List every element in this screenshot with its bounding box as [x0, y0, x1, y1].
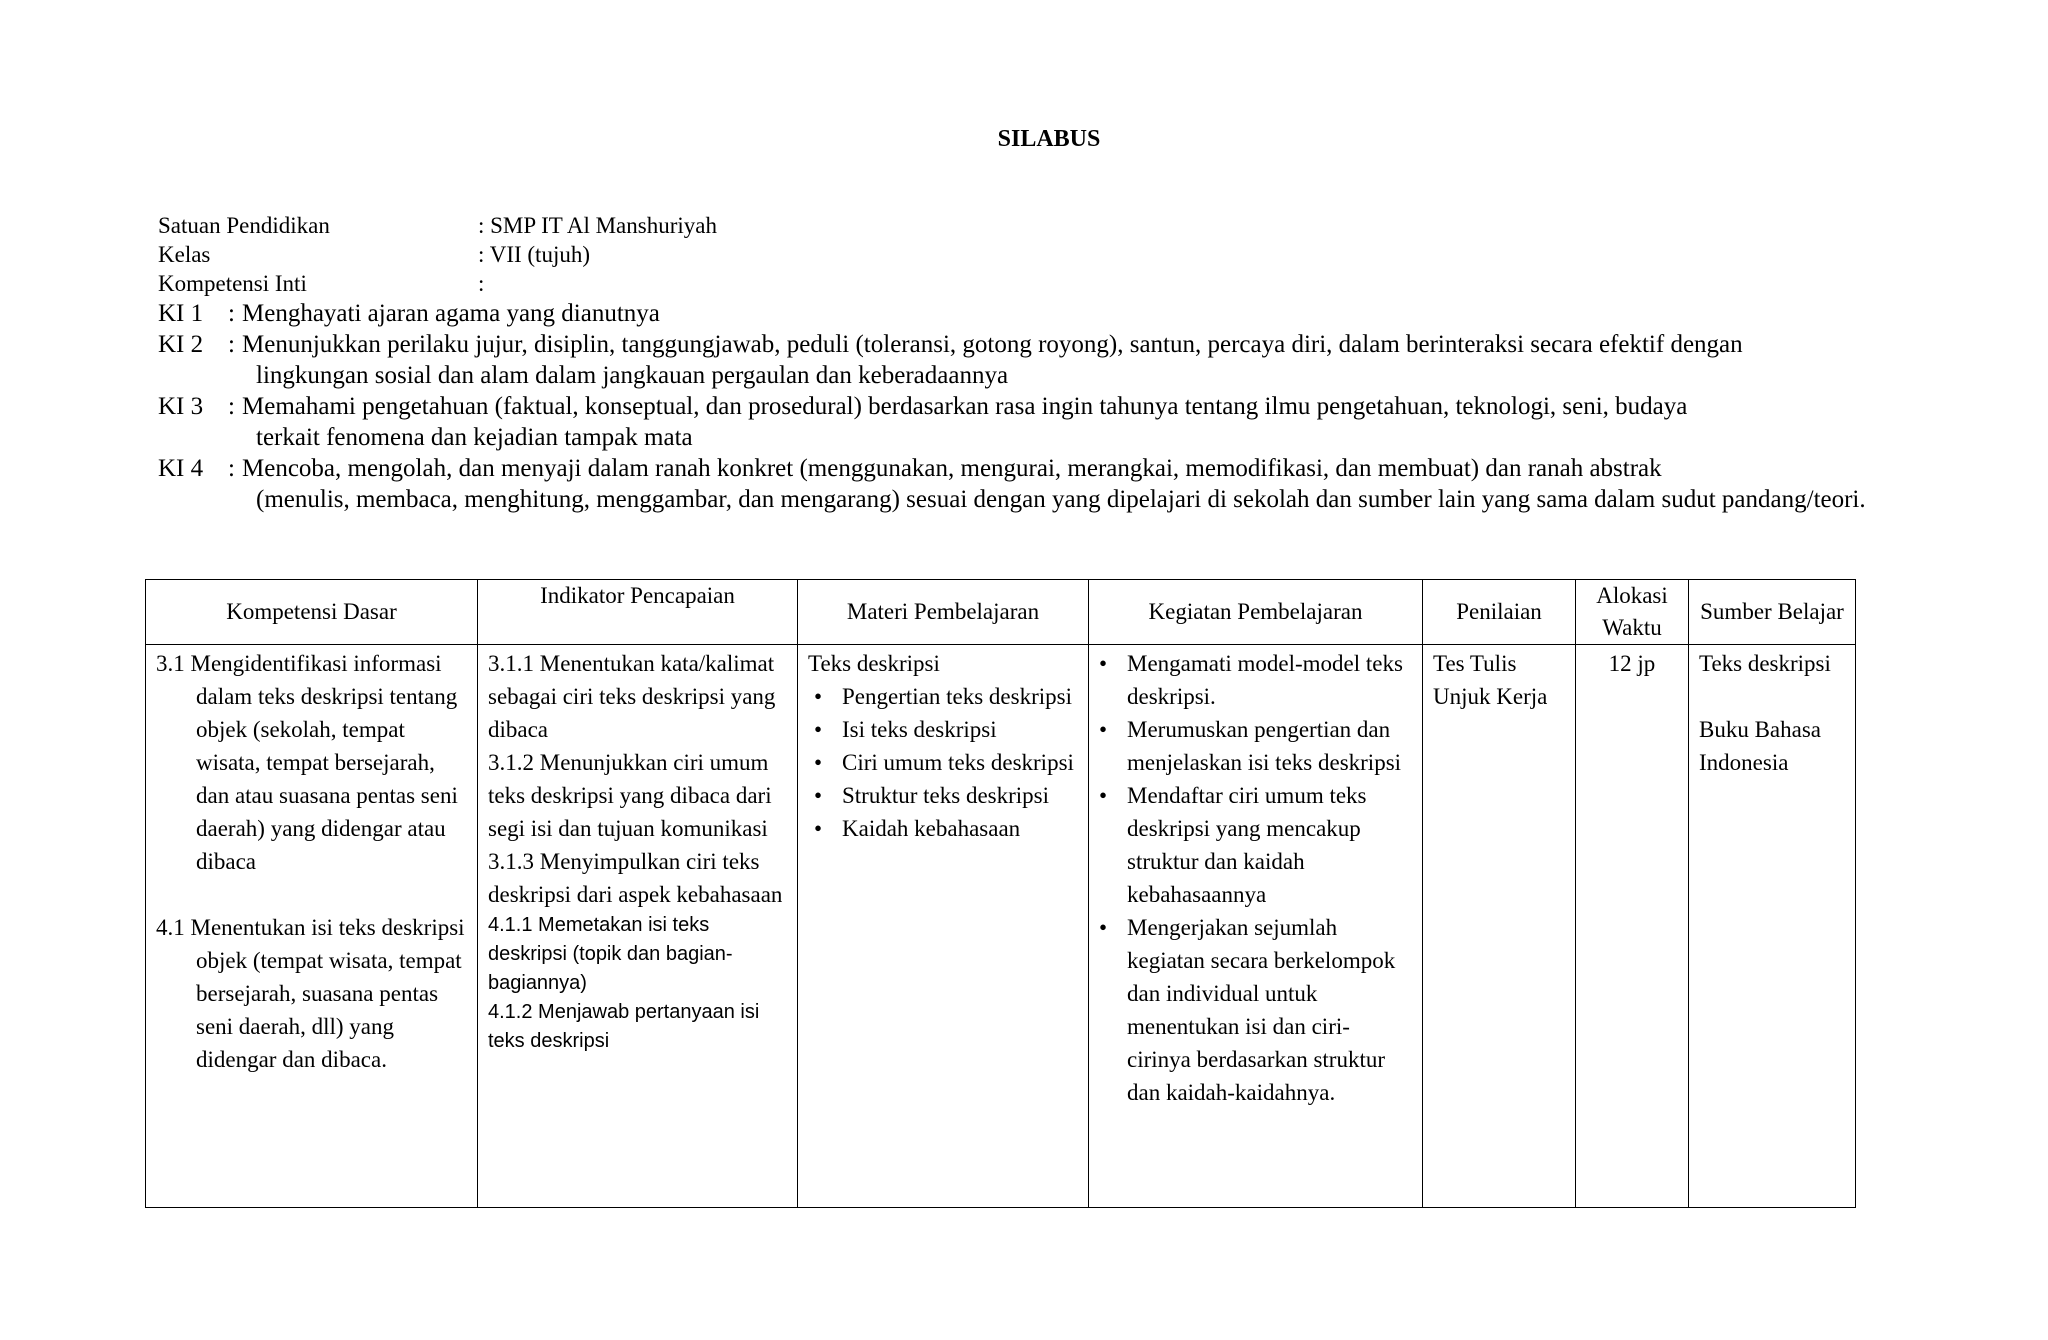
identity-block — [158, 211, 717, 298]
ki-item-3 — [158, 391, 1958, 453]
ki-text-continuation: lingkungan sosial dan alam dalam jangkauan pergaulan dan keberadaannya — [256, 362, 1009, 389]
header-kegiatan: Kegiatan Pembelajaran — [1089, 580, 1423, 645]
cell-penilaian — [1423, 645, 1576, 1208]
cell-sumber — [1689, 645, 1856, 1208]
ki-colon: : — [228, 300, 235, 327]
indikator-item: 3.1.3 Menyimpulkan ciri teks deskripsi dari aspek kebahasaan — [488, 849, 783, 907]
meta-row-kelas — [158, 240, 717, 269]
materi-title: Teks deskripsi — [808, 651, 940, 676]
indikator-item: 3.1.1 Menentukan kata/kalimat sebagai ciri teks deskripsi yang dibaca — [488, 651, 776, 742]
ki-text-continuation: (menulis, membaca, menghitung, menggambar, dan mengarang) sesuai dengan yang dipelajari di sekolah dan sumber lain yang sama dalam sudut pandang/teori. — [256, 486, 1866, 513]
ki-code: KI 3 — [158, 393, 204, 420]
cell-indikator — [478, 645, 798, 1208]
list-item: • Mengamati model-model teks deskripsi. — [1093, 647, 1412, 713]
ki-colon: : — [228, 331, 235, 358]
list-item: • Mengerjakan sejumlah kegiatan secara berkelompok dan individual untuk menentukan isi dan ciri-cirinya berdasarkan struktur dan kaidah-kaidahnya. — [1093, 911, 1412, 1109]
table-header-row — [146, 580, 1856, 645]
list-item: • Merumuskan pengertian dan menjelaskan isi teks deskripsi — [1093, 713, 1412, 779]
ki-code: KI 2 — [158, 331, 204, 358]
kompetensi-inti-list — [158, 298, 1958, 515]
kegiatan-list — [1093, 647, 1412, 1109]
list-item: • Kaidah kebahasaan — [808, 812, 1078, 845]
ki-text: Menghayati ajaran agama yang dianutnya — [242, 300, 660, 327]
list-item: • Mendaftar ciri umum teks deskripsi yang mencakup struktur dan kaidah kebahasaannya — [1093, 779, 1412, 911]
ki-code: KI 1 — [158, 300, 204, 327]
indikator-item: 3.1.2 Menunjukkan ciri umum teks deskripsi yang dibaca dari segi isi dan tujuan komunikasi — [488, 750, 772, 841]
cell-kegiatan — [1089, 645, 1423, 1208]
ki-item-4 — [158, 453, 1958, 515]
meta-value: : — [478, 271, 485, 296]
header-sumber: Sumber Belajar — [1689, 580, 1856, 645]
syllabus-table — [145, 579, 1856, 1208]
header-alokasi: Alokasi Waktu — [1576, 580, 1689, 645]
meta-label: Kelas — [158, 242, 211, 267]
list-item: • Pengertian teks deskripsi — [808, 680, 1078, 713]
header-kompetensi-dasar: Kompetensi Dasar — [146, 580, 478, 645]
meta-label: Kompetensi Inti — [158, 271, 307, 296]
list-item: • Ciri umum teks deskripsi — [808, 746, 1078, 779]
kd-item: 3.1 Mengidentifikasi informasi dalam teks deskripsi tentang objek (sekolah, tempat wisata, tempat bersejarah, dan atau suasana pentas seni daerah) yang didengar atau dibaca — [156, 651, 458, 874]
materi-list — [808, 680, 1078, 845]
ki-text-continuation: terkait fenomena dan kejadian tampak mata — [256, 424, 693, 451]
list-item: • Struktur teks deskripsi — [808, 779, 1078, 812]
sumber-item: Buku Bahasa Indonesia — [1699, 717, 1822, 775]
indikator-item: 4.1.1 Memetakan isi teks deskripsi (topik dan bagian-bagiannya) — [488, 914, 733, 994]
ki-colon: : — [228, 393, 235, 420]
meta-value: : VII (tujuh) — [478, 242, 591, 267]
ki-text: Mencoba, mengolah, dan menyaji dalam ranah konkret (menggunakan, mengurai, merangkai, memodifikasi, dan membuat) dan ranah abstrak — [242, 455, 1662, 482]
cell-kompetensi-dasar — [146, 645, 478, 1208]
document-title: SILABUS — [997, 126, 1101, 152]
ki-code: KI 4 — [158, 455, 204, 482]
penilaian-item: Tes Tulis — [1433, 651, 1517, 676]
cell-materi — [798, 645, 1089, 1208]
cell-alokasi: 12 jp — [1576, 645, 1689, 1208]
ki-item-2 — [158, 329, 1958, 391]
ki-text: Memahami pengetahuan (faktual, konseptual, dan prosedural) berdasarkan rasa ingin tahunya tentang ilmu pengetahuan, teknologi, seni, budaya — [242, 393, 1688, 420]
header-materi: Materi Pembelajaran — [798, 580, 1089, 645]
header-penilaian: Penilaian — [1423, 580, 1576, 645]
indikator-item: 4.1.2 Menjawab pertanyaan isi teks deskripsi — [488, 1001, 760, 1052]
kd-item: 4.1 Menentukan isi teks deskripsi objek (tempat wisata, tempat bersejarah, suasana pentas seni daerah, dll) yang didengar dan dibaca. — [156, 915, 465, 1072]
ki-text: Menunjukkan perilaku jujur, disiplin, tanggungjawab, peduli (toleransi, gotong royong), santun, percaya diri, dalam berinteraksi secara efektif dengan — [242, 331, 1743, 358]
ki-colon: : — [228, 455, 235, 482]
ki-item-1 — [158, 298, 1958, 329]
sumber-item: Teks deskripsi — [1699, 651, 1831, 676]
list-item: • Isi teks deskripsi — [808, 713, 1078, 746]
header-indikator: Indikator Pencapaian — [478, 580, 798, 645]
penilaian-item: Unjuk Kerja — [1433, 684, 1548, 709]
meta-value: : SMP IT Al Manshuriyah — [478, 213, 717, 238]
table-row — [146, 645, 1856, 1208]
meta-row-satuan — [158, 211, 717, 240]
meta-row-kompetensi — [158, 269, 717, 298]
meta-label: Satuan Pendidikan — [158, 213, 330, 238]
